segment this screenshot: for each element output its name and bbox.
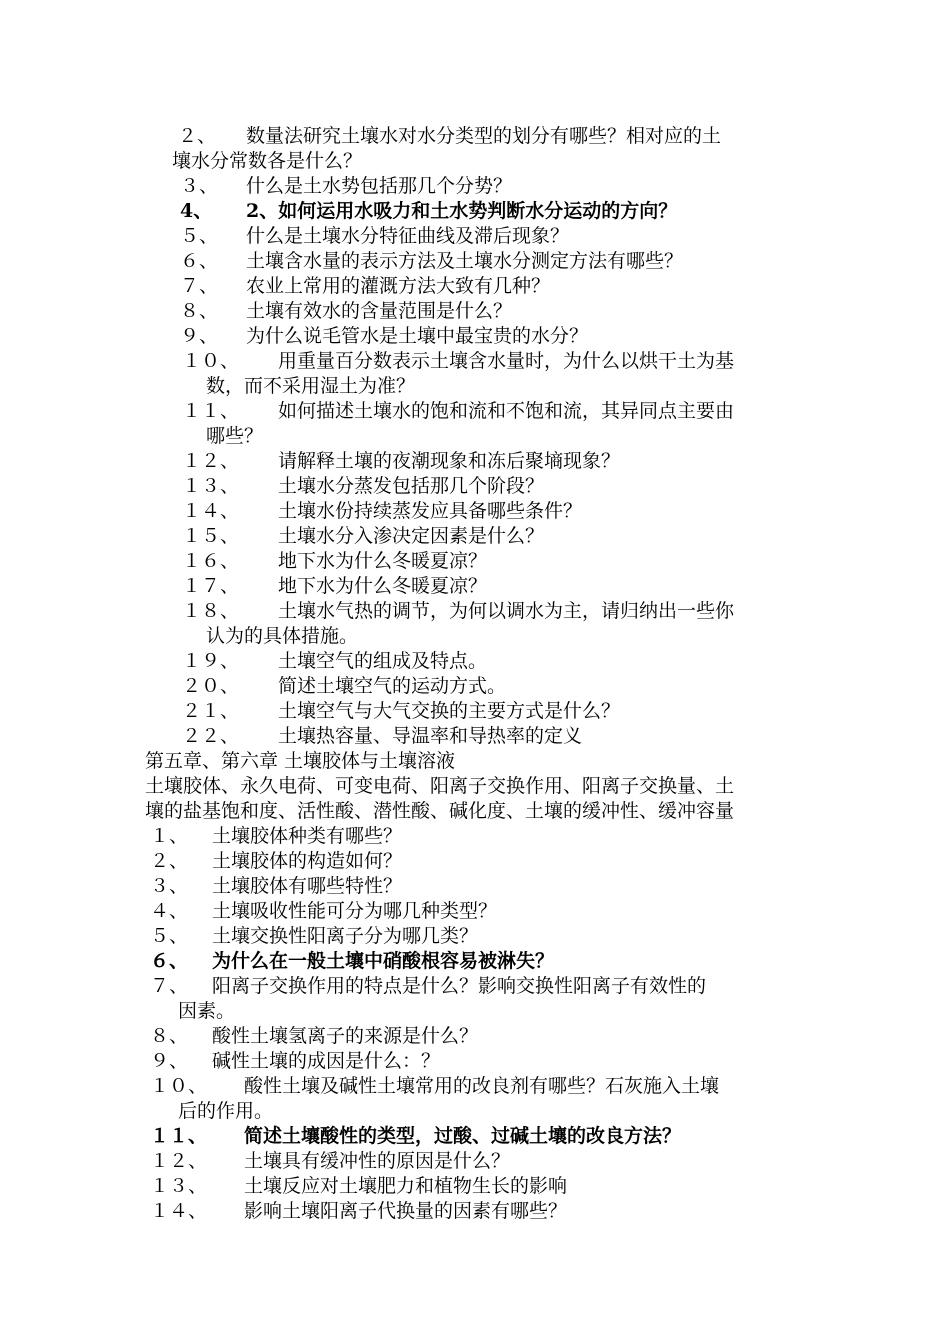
item-text: 土壤热容量、导温率和导热率的定义: [278, 725, 583, 747]
item-number: ３、: [150, 875, 189, 897]
item-number: １４、: [182, 500, 240, 522]
item-number: １５、: [182, 525, 240, 547]
item-text: 数量法研究土壤水对水分类型的划分有哪些？相对应的土: [246, 125, 722, 147]
item-number: １０、: [182, 350, 240, 372]
item-number: ５、: [150, 925, 189, 947]
item-text: 酸性土壤氢离子的来源是什么？: [212, 1025, 479, 1047]
question-item: [182, 499, 583, 524]
continuation-line: 后的作用。: [178, 1100, 274, 1122]
question-item: [182, 699, 621, 724]
item-number: ２２、: [182, 725, 240, 747]
item-text: 酸性土壤及碱性土壤常用的改良剂有哪些？石灰施入土壤: [244, 1075, 720, 1097]
question-item: [182, 474, 545, 499]
continuation-line: 因素。: [178, 1000, 236, 1022]
question-item: [150, 1174, 568, 1199]
chapter-heading: 第五章、第六章 土壤胶体与土壤溶液: [145, 750, 456, 772]
item-text: 土壤吸收性能可分为哪几种类型？: [212, 900, 498, 922]
item-number: １３、: [182, 475, 240, 497]
item-number: ２、: [150, 850, 189, 872]
item-number: ２０、: [182, 675, 240, 697]
question-item: [182, 599, 735, 624]
item-number: １４、: [150, 1200, 208, 1222]
question-item: [182, 399, 735, 424]
question-item: [182, 674, 507, 699]
item-text: 影响土壤阳离子代换量的因素有哪些？: [244, 1200, 568, 1222]
item-number: ９、: [150, 1050, 189, 1072]
item-number: １９、: [182, 650, 240, 672]
item-number: ５、: [180, 225, 219, 247]
item-text: 土壤水分蒸发包括那几个阶段？: [278, 475, 545, 497]
item-text: 农业上常用的灌溉方法大致有几种？: [246, 275, 551, 297]
item-number: １６、: [182, 550, 240, 572]
question-item: [150, 1024, 479, 1049]
item-number: ３、: [180, 175, 219, 197]
question-item: [180, 249, 684, 274]
question-item: [150, 1074, 720, 1099]
question-item: [180, 299, 513, 324]
item-text: 土壤水气热的调节，为何以调水为主，请归纳出一些你: [278, 600, 735, 622]
item-number: １０、: [150, 1075, 208, 1097]
item-number: ８、: [180, 300, 219, 322]
question-item: [182, 724, 583, 749]
question-item: [150, 924, 479, 949]
item-text: 土壤含水量的表示方法及土壤水分测定方法有哪些？: [246, 250, 684, 272]
item-text: 碱性土壤的成因是什么：？: [212, 1050, 441, 1072]
item-number: ６、: [180, 250, 219, 272]
question-item: [150, 824, 403, 849]
item-text: 什么是土壤水分特征曲线及滞后现象？: [246, 225, 570, 247]
continuation-line: 认为的具体措施。: [206, 625, 359, 647]
question-item: [180, 174, 513, 199]
item-number: ９、: [180, 325, 219, 347]
item-number: ２、: [178, 125, 217, 147]
item-text: 土壤胶体种类有哪些？: [212, 825, 403, 847]
item-number: １１、: [182, 400, 240, 422]
item-number: ２１、: [182, 700, 240, 722]
question-item: [180, 324, 589, 349]
item-number: １２、: [150, 1150, 208, 1172]
item-text: 为什么在一般土壤中硝酸根容易被淋失？: [212, 950, 555, 972]
item-text: 请解释土壤的夜潮现象和冻后聚墒现象？: [278, 450, 621, 472]
item-number: ７、: [180, 275, 219, 297]
question-item: [180, 224, 570, 249]
question-item: [182, 574, 488, 599]
item-text: 阳离子交换作用的特点是什么？影响交换性阳离子有效性的: [212, 975, 707, 997]
question-item: [150, 1149, 511, 1174]
keyword-line: 土壤胶体、永久电荷、可变电荷、阳离子交换作用、阳离子交换量、土: [145, 775, 735, 797]
continuation-line: 哪些？: [206, 425, 264, 447]
question-item-bold: [150, 1124, 682, 1149]
item-number: １７、: [182, 575, 240, 597]
item-text: 简述土壤空气的运动方式。: [278, 675, 507, 697]
item-number: １、: [150, 825, 189, 847]
item-text: 土壤空气的组成及特点。: [278, 650, 488, 672]
question-item: [150, 974, 707, 999]
question-item: [182, 549, 488, 574]
item-text: 地下水为什么冬暖夏凉？: [278, 550, 488, 572]
question-item: [182, 524, 545, 549]
item-text: 2、如何运用水吸力和土水势判断水分运动的方向？: [246, 200, 678, 222]
item-number: 4、: [180, 200, 213, 222]
item-text: 土壤具有缓冲性的原因是什么？: [244, 1150, 511, 1172]
keyword-line: 壤的盐基饱和度、活性酸、潜性酸、碱化度、土壤的缓冲性、缓冲容量: [145, 800, 735, 822]
item-text: 为什么说毛管水是土壤中最宝贵的水分？: [246, 325, 589, 347]
item-number: １８、: [182, 600, 240, 622]
item-text: 如何描述土壤水的饱和流和不饱和流，其异同点主要由: [278, 400, 735, 422]
item-text: 土壤胶体的构造如何？: [212, 850, 403, 872]
question-item: [150, 899, 498, 924]
item-text: 土壤反应对土壤肥力和植物生长的影响: [244, 1175, 568, 1197]
item-number: ４、: [150, 900, 189, 922]
question-item: [182, 649, 488, 674]
item-text: 用重量百分数表示土壤含水量时，为什么以烘干土为基: [278, 350, 735, 372]
continuation-line: 数，而不采用湿土为准？: [206, 375, 416, 397]
item-text: 土壤空气与大气交换的主要方式是什么？: [278, 700, 621, 722]
question-item: [150, 1049, 441, 1074]
item-number: １２、: [182, 450, 240, 472]
item-number: ７、: [150, 975, 189, 997]
item-text: 土壤水份持续蒸发应具备哪些条件？: [278, 500, 583, 522]
question-item: [182, 349, 735, 374]
item-number: ８、: [150, 1025, 189, 1047]
question-item-bold: [180, 199, 678, 224]
item-number: ６、: [150, 950, 189, 972]
question-item: [150, 874, 403, 899]
continuation-line: 壤水分常数各是什么？: [172, 150, 363, 172]
item-number: １１、: [150, 1125, 208, 1147]
item-text: 简述土壤酸性的类型，过酸、过碱土壤的改良方法？: [244, 1125, 682, 1147]
question-item: [182, 449, 621, 474]
question-item-bold: [150, 949, 555, 974]
item-number: １３、: [150, 1175, 208, 1197]
item-text: 土壤胶体有哪些特性？: [212, 875, 403, 897]
item-text: 土壤有效水的含量范围是什么？: [246, 300, 513, 322]
question-item: [150, 1199, 568, 1224]
question-item: [150, 849, 403, 874]
question-item: [180, 274, 551, 299]
item-text: 土壤水分入渗决定因素是什么？: [278, 525, 545, 547]
item-text: 土壤交换性阳离子分为哪几类？: [212, 925, 479, 947]
item-text: 地下水为什么冬暖夏凉？: [278, 575, 488, 597]
question-item: [178, 124, 722, 149]
item-text: 什么是土水势包括那几个分势？: [246, 175, 513, 197]
